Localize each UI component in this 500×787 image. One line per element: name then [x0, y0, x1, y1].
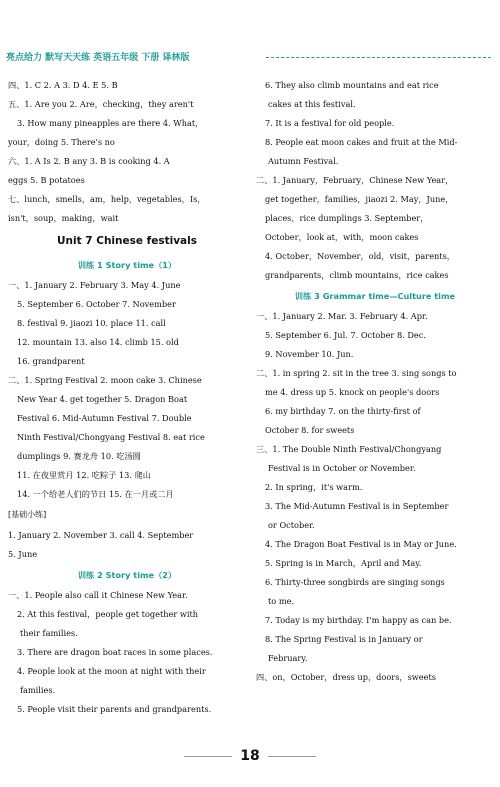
- answer-line: 11. 在夜里赏月 12. 吃粽子 13. 爬山: [17, 470, 151, 480]
- answer-line: 一、1. January 2. February 3. May 4. June: [8, 280, 181, 290]
- answer-line: 三、1. The Double Ninth Festival/Chongyang: [256, 444, 442, 454]
- answer-line: 二、1. January，February，Chinese New Year，: [256, 175, 454, 185]
- answer-line: 5. People visit their parents and grandparents.: [17, 704, 212, 714]
- answer-line: 1. January 2. November 3. call 4. September: [8, 530, 194, 540]
- answer-line: 4. October，November，old，visit，parents，: [265, 251, 455, 261]
- answer-line: 二、1. Spring Festival 2. moon cake 3. Chinese: [8, 375, 202, 385]
- answer-line: 四、1. C 2. A 3. D 4. E 5. B: [8, 80, 118, 90]
- answer-line: 5. September 6. October 7. November: [17, 299, 176, 309]
- answer-line: 8. People eat moon cakes and fruit at the Mid-: [265, 137, 458, 147]
- answer-line: 4. The Dragon Boat Festival is in May or June.: [265, 539, 457, 549]
- answer-line: their families.: [20, 628, 78, 638]
- answer-line: isn't，soup，making，wait: [8, 213, 119, 223]
- answer-line: to me.: [268, 596, 295, 606]
- answer-line: 6. Thirty-three songbirds are singing songs: [265, 577, 445, 587]
- answer-line: Ninth Festival/Chongyang Festival 8. eat rice: [17, 432, 205, 442]
- answer-line: 2. At this festival，people get together with: [17, 609, 199, 619]
- answer-line: 六、1. A Is 2. B any 3. B is cooking 4. A: [8, 156, 170, 166]
- answer-line: New Year 4. get together 5. Dragon Boat: [17, 394, 188, 404]
- basic-practice-label: [基础小练]: [8, 510, 47, 519]
- answer-line: your，doing 5. There's no: [8, 137, 115, 147]
- answer-line: 12. mountain 13. also 14. climb 15. old: [17, 337, 179, 347]
- answer-line: 16. grandparent: [17, 356, 85, 366]
- answer-line: 8. The Spring Festival is in January or: [265, 634, 423, 644]
- answer-line: 2. In spring，it's warm.: [265, 482, 363, 492]
- answer-line: 8. festival 9. jiaozi 10. place 11. call: [17, 318, 166, 328]
- answer-line: Autumn Festival.: [268, 156, 339, 166]
- header-divider: [266, 57, 491, 58]
- answer-line: February.: [268, 653, 308, 663]
- answer-line: Festival 6. Mid-Autumn Festival 7. Double: [17, 413, 192, 423]
- answer-line: 3. There are dragon boat races in some places.: [17, 647, 213, 657]
- answer-line: 一、1. January 2. Mar. 3. February 4. Apr.: [256, 311, 428, 321]
- answer-line: 5. June: [8, 549, 38, 559]
- answer-line: 5. September 6. Jul. 7. October 8. Dec.: [265, 330, 426, 340]
- answer-line: 6. my birthday 7. on the thirty-first of: [265, 406, 421, 416]
- answer-line: cakes at this festival.: [268, 99, 356, 109]
- header-title: 亮点给力 默写天天练 英语五年级 下册 译林版: [6, 53, 190, 63]
- answer-line: 6. They also climb mountains and eat rice: [265, 80, 439, 90]
- section-title: 训练 1 Story time（1）: [77, 260, 177, 270]
- right-column: [256, 76, 494, 687]
- answer-line: grandparents，climb mountains，rice cakes: [265, 270, 449, 280]
- answer-line: get together，families，jiaozi 2. May，June，: [265, 194, 454, 204]
- section-title: 训练 3 Grammar time—Culture time: [294, 291, 456, 301]
- answer-line: 4. People look at the moon at night with their: [17, 666, 206, 676]
- answer-line: October 8. for sweets: [265, 425, 355, 435]
- page-header: [6, 50, 494, 64]
- answer-line: dumplings 9. 赛龙舟 10. 吃汤圆: [17, 451, 141, 461]
- answer-line: 五、1. Are you 2. Are，checking，they aren't: [8, 99, 194, 109]
- answer-line: 3. The Mid-Autumn Festival is in September: [265, 501, 449, 511]
- left-column: [8, 76, 246, 719]
- answer-line: or October.: [268, 520, 315, 530]
- answer-line: 7. It is a festival for old people.: [265, 118, 395, 128]
- answer-line: families.: [20, 685, 56, 695]
- answer-line: 7. Today is my birthday. I'm happy as can be.: [265, 615, 452, 625]
- answer-line: 3. How many pineapples are there 4. What，: [17, 118, 204, 128]
- answer-line: 七、lunch，smells，am，help，vegetables，Is，: [8, 194, 206, 204]
- answer-line: October，look at，with，moon cakes: [265, 232, 419, 242]
- answer-line: places，rice dumplings 3. September，: [265, 213, 429, 223]
- answer-line: eggs 5. B potatoes: [8, 175, 85, 185]
- section-title: 训练 2 Story time（2）: [77, 570, 177, 580]
- answer-line: 四、on，October，dress up，doors，sweets: [256, 672, 436, 682]
- answer-line: 二、1. in spring 2. sit in the tree 3. sing songs to: [256, 368, 457, 378]
- answer-line: 14. 一个给老人们的节日 15. 在一月或二月: [17, 489, 174, 499]
- answer-line: Festival is in October or November.: [268, 463, 416, 473]
- answer-line: 一、1. People also call it Chinese New Year.: [8, 590, 188, 600]
- page-number: 18: [0, 748, 500, 764]
- answer-line: 9. November 10. Jun.: [265, 349, 354, 359]
- answer-line: 5. Spring is in March，April and May.: [265, 558, 422, 568]
- unit-title: Unit 7 Chinese festivals: [57, 235, 197, 247]
- answer-line: me 4. dress up 5. knock on people's doors: [265, 387, 440, 397]
